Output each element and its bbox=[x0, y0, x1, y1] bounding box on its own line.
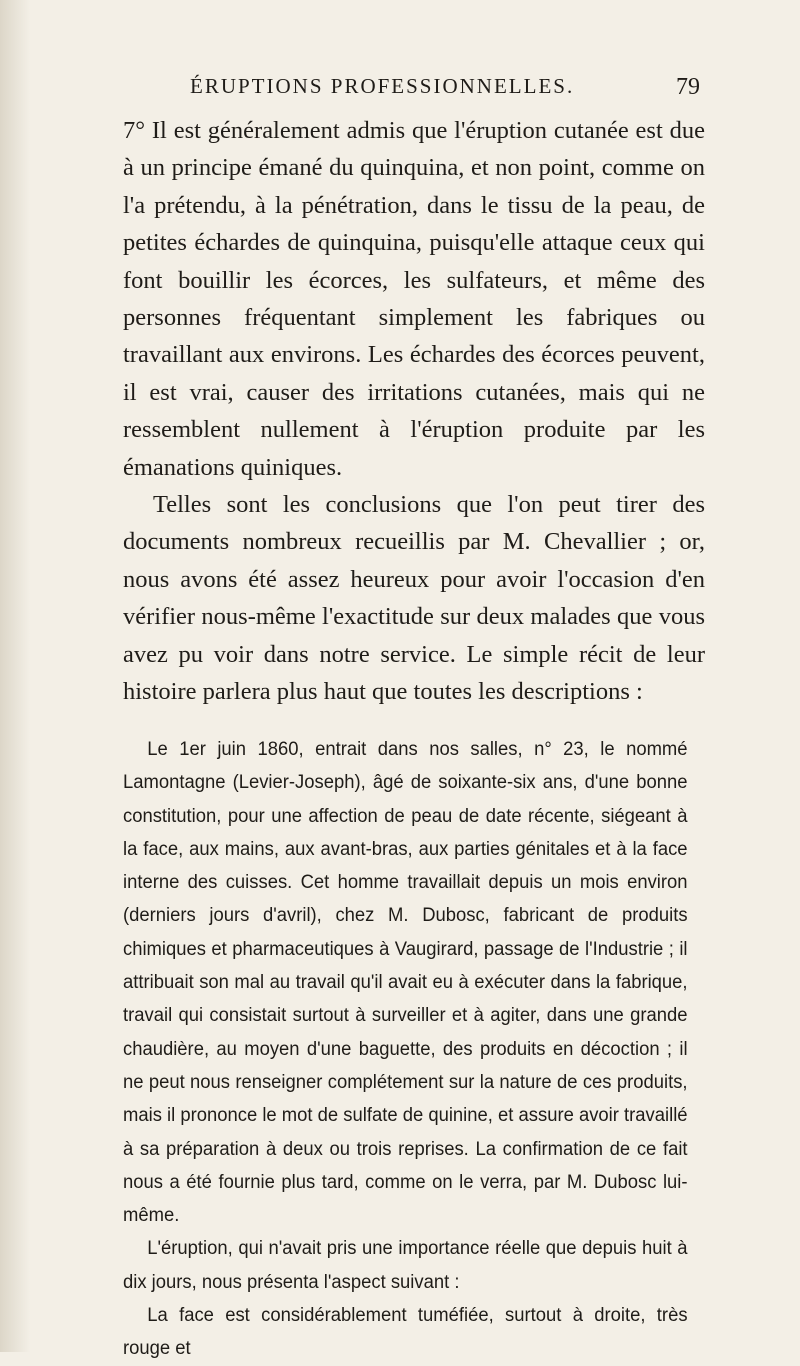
case-report bbox=[123, 733, 688, 1366]
paragraph: 7° Il est généralement admis que l'éruption cutanée est due à un principe émané du quinquina, et non point, comme on l'a prétendu, à la pénétration, dans le tissu de la peau, de petites échardes de quinquina, puisqu'elle attaque ceux qui font bouillir les écorces, les sulfateurs, et même des personnes fréquentant simplement les fabriques ou travaillant aux environs. Les échardes des écorces peuvent, il est vrai, causer des irritations cutanées, mais qui ne ressemblent nullement à l'éruption produite par les émanations quiniques. bbox=[123, 117, 705, 481]
page-number: 79 bbox=[676, 74, 700, 100]
case-paragraph: L'éruption, qui n'avait pris une importance réelle que depuis huit à dix jours, nous présenta l'aspect suivant : bbox=[123, 1238, 688, 1293]
case-paragraph: Le 1er juin 1860, entrait dans nos salles, n° 23, le nommé Lamontagne (Levier-Joseph), âgé de soixante-six ans, d'une bonne constitution, pour une affection de peau de date récente, siégeant à la face, aux mains, aux avant-bras, aux parties génitales et à la face interne des cuisses. Cet homme travaillait depuis un mois environ (derniers jours d'avril), chez M. Dubosc, fabricant de produits chimiques et pharmaceutiques à Vaugirard, passage de l'Industrie ; il attribuait son mal au travail qu'il avait eu à exécuter dans la fabrique, travail qui consistait surtout à surveiller et à agiter, dans une grande chaudière, au moyen d'une baguette, des produits en décoction ; il ne peut nous renseigner complétement sur la nature de ces produits, mais il prononce le mot de sulfate de quinine, et assure avoir travaillé à sa préparation à deux ou trois reprises. La confirmation de ce fait nous a été fournie plus tard, comme on le verra, par M. Dubosc lui-même. bbox=[123, 739, 688, 1227]
main-text bbox=[123, 112, 705, 711]
case-paragraph: La face est considérablement tuméfiée, surtout à droite, très rouge et bbox=[123, 1305, 688, 1360]
running-title: ÉRUPTIONS PROFESSIONNELLES. bbox=[190, 74, 575, 98]
paragraph: Telles sont les conclusions que l'on peut tirer des documents nombreux recueillis par M. Chevallier ; or, nous avons été assez heureux pour avoir l'occasion d'en vérifier nous-même l'exactitude sur deux malades que vous avez pu voir dans notre service. Le simple récit de leur histoire parlera plus haut que toutes les descriptions : bbox=[123, 491, 705, 706]
page-header bbox=[150, 74, 700, 110]
binding-shadow bbox=[0, 0, 30, 1352]
